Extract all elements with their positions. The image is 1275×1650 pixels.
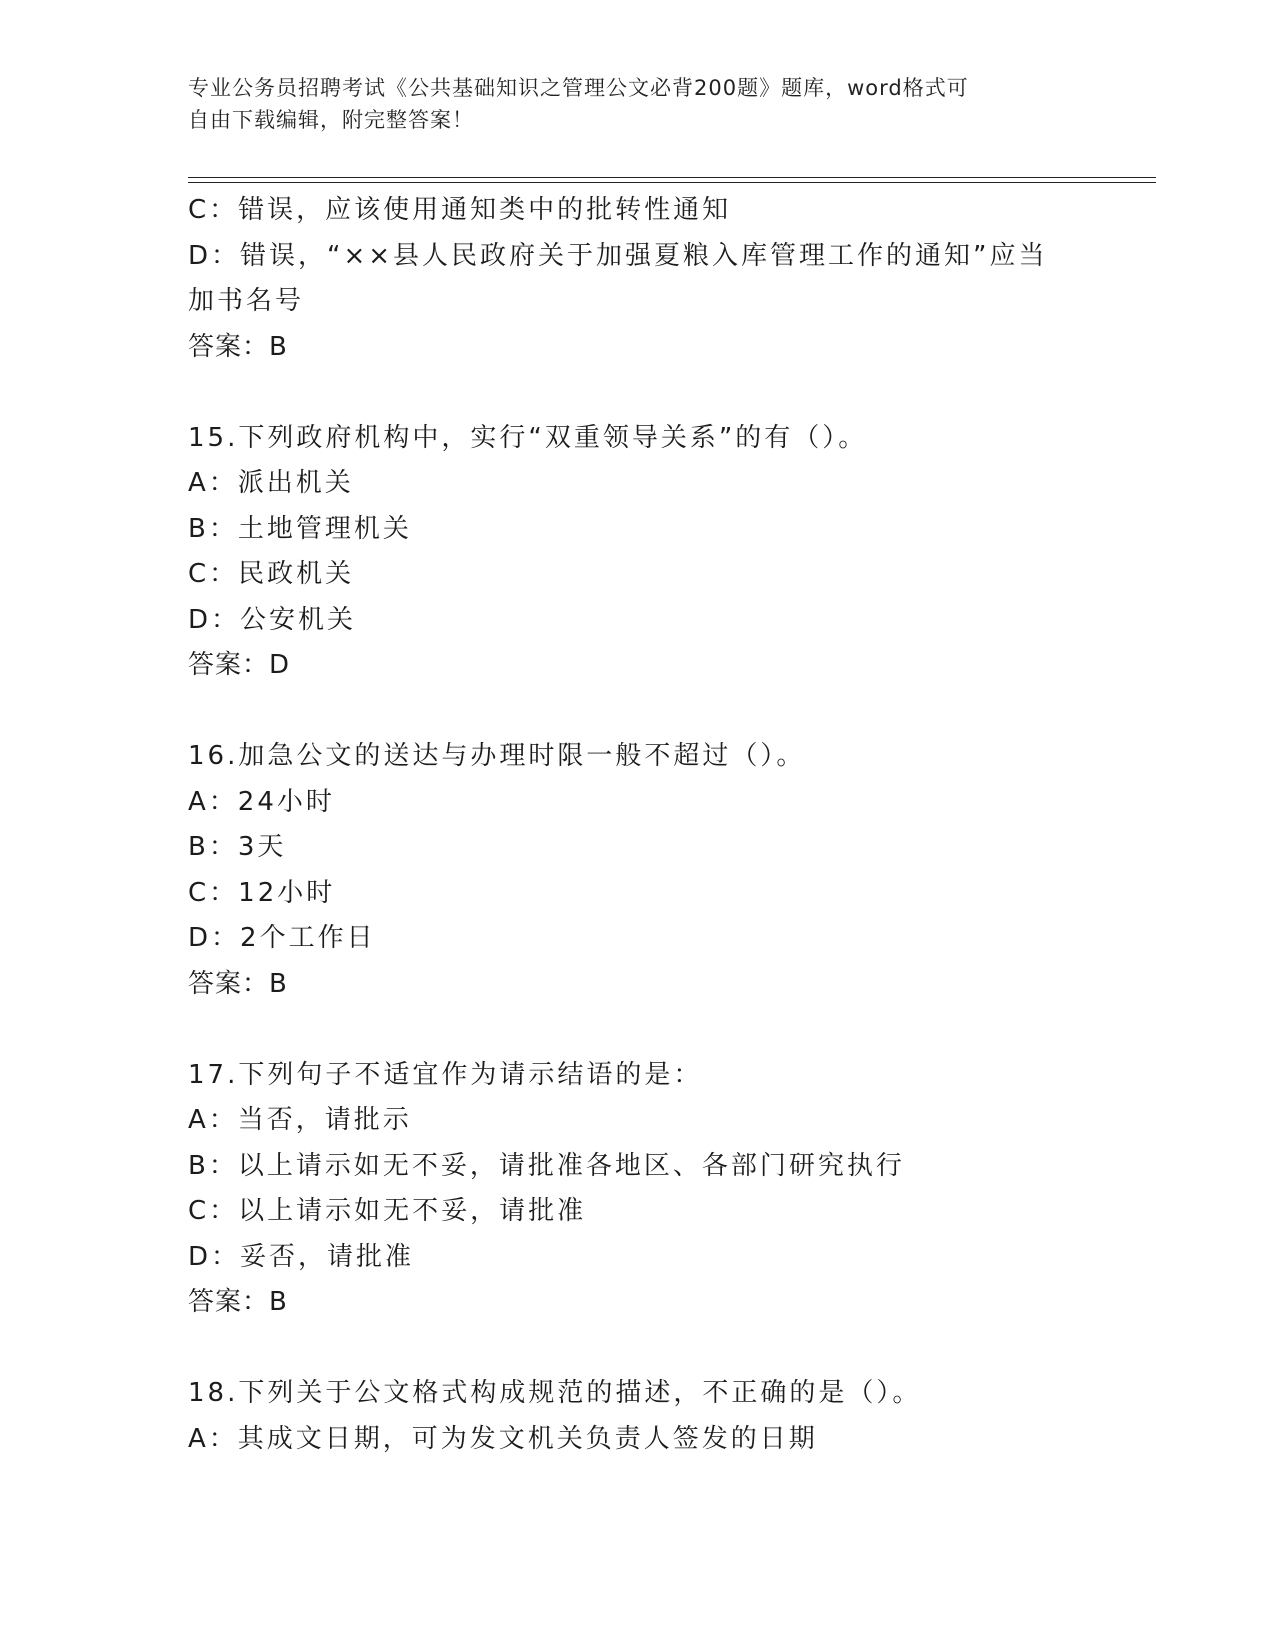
document-header: [188, 72, 1068, 136]
option-d: D：公安机关: [188, 604, 357, 635]
option-c: C：错误，应该使用通知类中的批转性通知: [188, 195, 732, 225]
header-divider-bottom: [188, 182, 1156, 183]
answer-line: 答案：B: [188, 968, 288, 999]
header-divider-top: [188, 177, 1156, 178]
spacer: [188, 1326, 1088, 1372]
option-a: A：其成文日期，可为发文机关负责人签发的日期: [188, 1423, 818, 1454]
answer-line: 答案：D: [188, 650, 291, 680]
spacer: [188, 1007, 1088, 1053]
option-a: A：24小时: [188, 786, 335, 817]
header-line-1: 专业公务员招聘考试《公共基础知识之管理公文必背200题》题库，word格式可: [188, 76, 969, 100]
option-d: D：妥否，请批准: [188, 1241, 415, 1272]
answer-line: 答案：B: [188, 331, 288, 362]
option-d: D：错误，“××县人民政府关于加强夏粮入库管理工作的通知”应当: [188, 240, 1048, 271]
option-a: A：派出机关: [188, 468, 354, 498]
option-b: B：3天: [188, 832, 287, 862]
answer-line: 答案：B: [188, 1287, 288, 1317]
question-list: [188, 188, 1088, 1462]
question-title: 18.下列关于公文格式构成规范的描述，不正确的是（）。: [188, 1378, 922, 1408]
option-b: B：土地管理机关: [188, 513, 412, 544]
spacer: [188, 689, 1088, 735]
spacer: [188, 370, 1088, 416]
option-c: C：民政机关: [188, 559, 355, 589]
option-d: D：2个工作日: [188, 923, 376, 953]
question-title: 15.下列政府机构中，实行“双重领导关系”的有（）。: [188, 422, 868, 453]
header-line-2: 自由下载编辑，附完整答案！: [188, 108, 474, 132]
option-c: C：以上请示如无不妥，请批准: [188, 1196, 587, 1226]
option-a: A：当否，请批示: [188, 1105, 412, 1135]
question-title: 17.下列句子不适宜作为请示结语的是：: [188, 1059, 703, 1090]
option-c: C：12小时: [188, 877, 336, 908]
option-b: B：以上请示如无不妥，请批准各地区、各部门研究执行: [188, 1150, 905, 1181]
question-title: 16.加急公文的送达与办理时限一般不超过（）。: [188, 741, 806, 771]
option-d-continued: 加书名号: [188, 286, 305, 316]
